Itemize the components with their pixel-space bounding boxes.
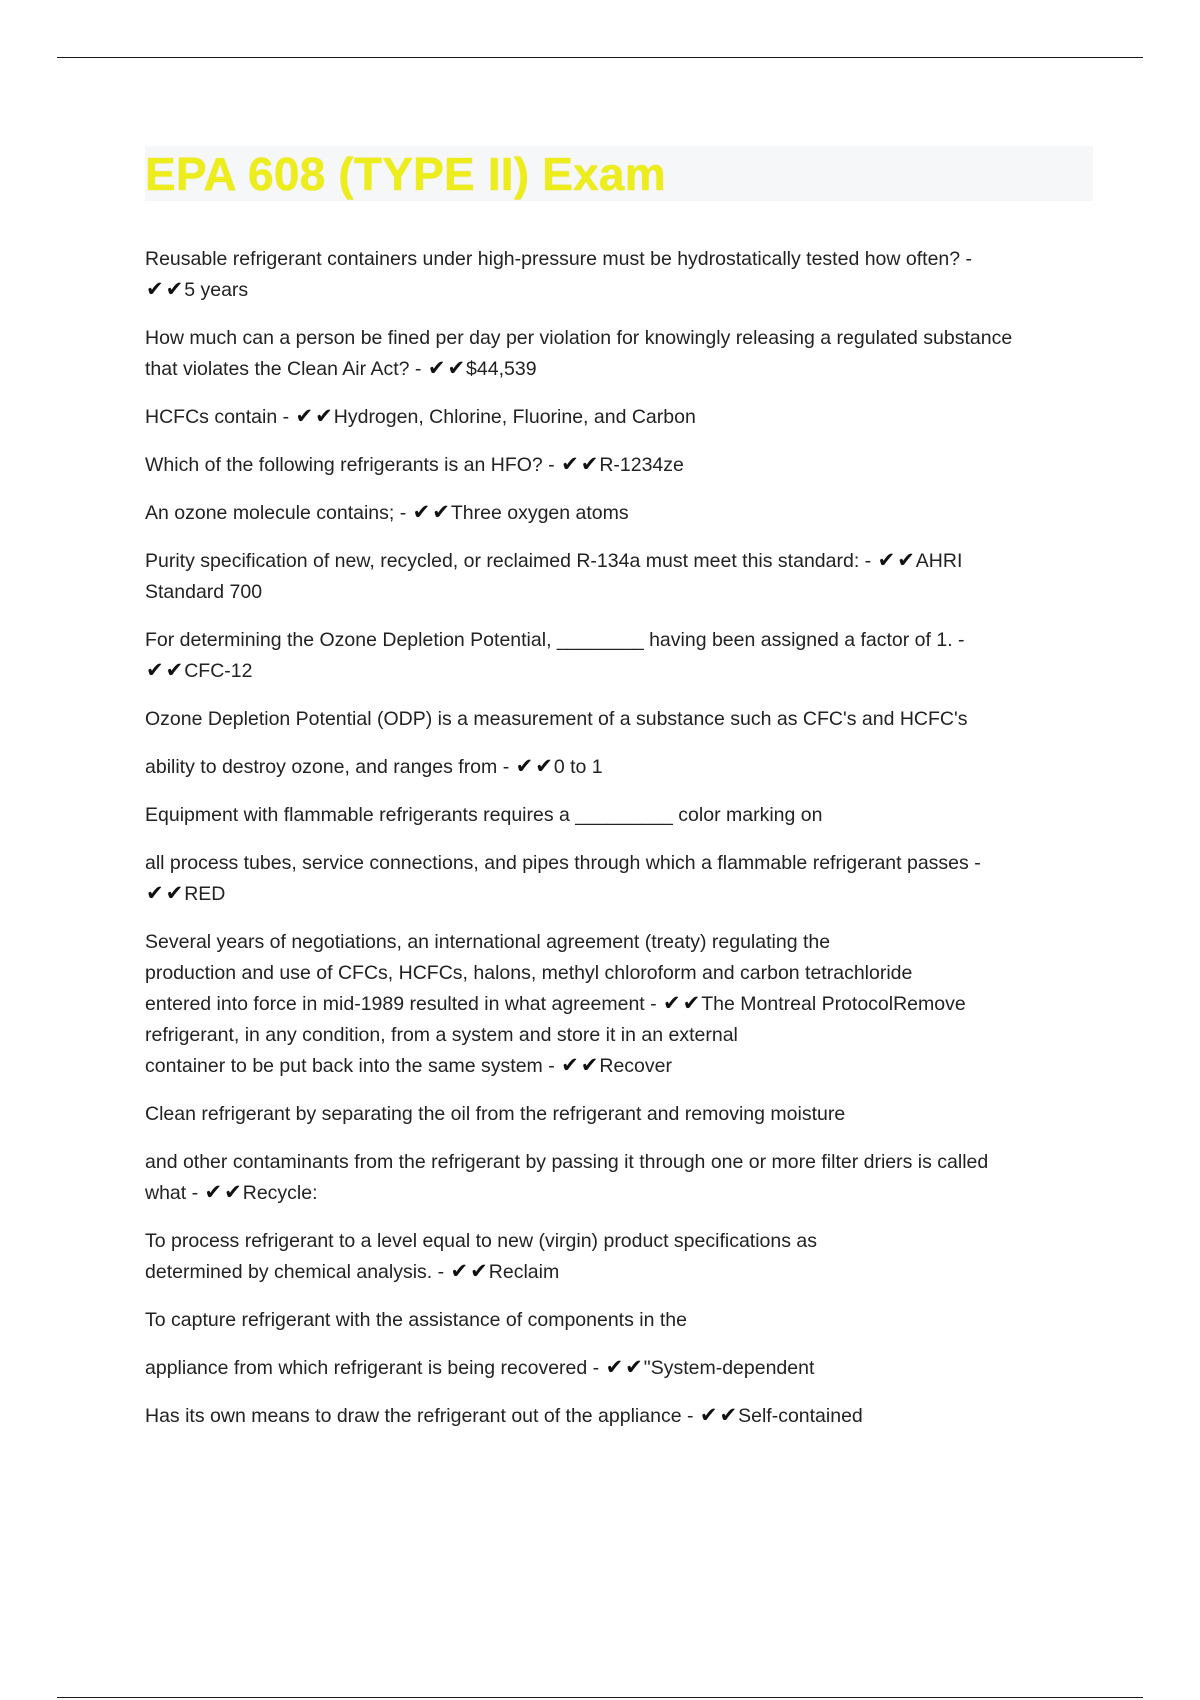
answer-line: [145, 656, 1075, 687]
check-icon: ✔: [561, 452, 579, 476]
text-line: Standard 700: [145, 581, 263, 603]
answer-line: appliance from which refrigerant is being recovered - ✔✔"System-dependent: [145, 1355, 815, 1379]
check-icon: ✔: [315, 404, 333, 428]
check-icon: ✔: [432, 500, 450, 524]
text-line: Ozone Depletion Potential (ODP) is a measurement of a substance such as CFC's and HCFC's: [145, 708, 968, 730]
check-icon: ✔: [165, 881, 184, 905]
answer-text: AHRI: [915, 550, 963, 572]
check-icon: ✔: [580, 452, 599, 476]
text-line: Several years of negotiations, an international agreement (treaty) regulating the: [145, 931, 831, 953]
text-line: Reusable refrigerant containers under high-pressure must be hydrostatically tested how often? -: [145, 248, 973, 270]
answer-line: [145, 275, 1075, 306]
answer-line: Purity specification of new, recycled, or reclaimed R-134a must meet this standard: - ✔✔AHRI: [145, 548, 963, 572]
answer-line: [145, 879, 1075, 910]
text-line: refrigerant, in any condition, from a system and store it in an external: [145, 1024, 738, 1046]
page-title: EPA 608 (TYPE II) Exam: [145, 148, 666, 200]
check-icon: ✔: [877, 548, 896, 572]
answer-line: determined by chemical analysis. - ✔✔Reclaim: [145, 1259, 560, 1283]
text-line: Equipment with flammable refrigerants requires a _________ color marking on: [145, 804, 823, 826]
answer-text: 5 years: [184, 279, 249, 301]
check-icon: ✔: [295, 404, 314, 428]
text-line: Clean refrigerant by separating the oil from the refrigerant and removing moisture: [145, 1103, 846, 1125]
answer-line: container to be put back into the same system - ✔✔Recover: [145, 1053, 672, 1077]
check-icon: ✔: [699, 1403, 718, 1427]
text-line: How much can a person be fined per day per violation for knowingly releasing a regulated substance: [145, 327, 1013, 349]
check-icon: ✔: [450, 1259, 469, 1283]
answer-line: what - ✔✔Recycle:: [145, 1180, 318, 1204]
check-icon: ✔: [605, 1355, 624, 1379]
answer-text: $44,539: [466, 358, 537, 380]
check-icon: ✔: [535, 754, 553, 778]
check-icon: ✔: [412, 500, 431, 524]
check-icon: ✔: [580, 1053, 599, 1077]
check-icon: ✔: [146, 658, 164, 682]
check-icon: ✔: [146, 881, 164, 905]
answer-line: Which of the following refrigerants is an HFO? - ✔✔R-1234ze: [145, 452, 684, 476]
answer-text: Recover: [599, 1055, 672, 1077]
check-icon: ✔: [165, 658, 184, 682]
text-line: To capture refrigerant with the assistance of components in the: [145, 1309, 687, 1331]
check-icon: ✔: [561, 1053, 579, 1077]
answer-line: ability to destroy ozone, and ranges from - ✔✔0 to 1: [145, 754, 603, 778]
check-icon: ✔: [224, 1180, 242, 1204]
check-icon: ✔: [625, 1355, 643, 1379]
text-line: all process tubes, service connections, and pipes through which a flammable refrigerant passes -: [145, 852, 981, 874]
answer-text: The Montreal ProtocolRemove: [701, 993, 966, 1015]
document-body: [145, 244, 1075, 1432]
check-icon: ✔: [897, 548, 915, 572]
check-icon: ✔: [719, 1403, 738, 1427]
answer-line: An ozone molecule contains; - ✔✔Three oxygen atoms: [145, 500, 629, 524]
answer-line: HCFCs contain - ✔✔Hydrogen, Chlorine, Fluorine, and Carbon: [145, 404, 696, 428]
check-icon: ✔: [427, 356, 446, 380]
answer-text: CFC-12: [184, 660, 253, 682]
top-rule: [57, 57, 1143, 58]
check-icon: ✔: [447, 356, 466, 380]
answer-line: Has its own means to draw the refrigerant out of the appliance - ✔✔Self-contained: [145, 1403, 863, 1427]
answer-text: RED: [184, 883, 226, 905]
answer-text: Self-contained: [738, 1405, 863, 1427]
text-line: For determining the Ozone Depletion Potential, ________ having been assigned a factor of 1. -: [145, 629, 965, 651]
answer-text: 0 to 1: [553, 756, 603, 778]
check-icon: ✔: [663, 991, 681, 1015]
answer-text: Hydrogen, Chlorine, Fluorine, and Carbon: [333, 406, 696, 428]
answer-line: entered into force in mid-1989 resulted in what agreement - ✔✔The Montreal ProtocolRemove: [145, 991, 966, 1015]
bottom-rule: [57, 1697, 1143, 1698]
answer-text: Recycle:: [242, 1182, 318, 1204]
check-icon: ✔: [682, 991, 701, 1015]
answer-line: that violates the Clean Air Act? - ✔✔$44,539: [145, 356, 537, 380]
text-line: To process refrigerant to a level equal to new (virgin) product specifications as: [145, 1230, 817, 1252]
text-line: production and use of CFCs, HCFCs, halons, methyl chloroform and carbon tetrachloride: [145, 962, 913, 984]
check-icon: ✔: [165, 277, 184, 301]
check-icon: ✔: [204, 1180, 223, 1204]
answer-text: "System-dependent: [643, 1357, 815, 1379]
check-icon: ✔: [470, 1259, 488, 1283]
check-icon: ✔: [146, 277, 164, 301]
answer-text: R-1234ze: [599, 454, 684, 476]
text-line: and other contaminants from the refrigerant by passing it through one or more filter driers is called: [145, 1151, 989, 1173]
check-icon: ✔: [515, 754, 534, 778]
answer-text: Three oxygen atoms: [450, 502, 629, 524]
answer-text: Reclaim: [488, 1261, 560, 1283]
